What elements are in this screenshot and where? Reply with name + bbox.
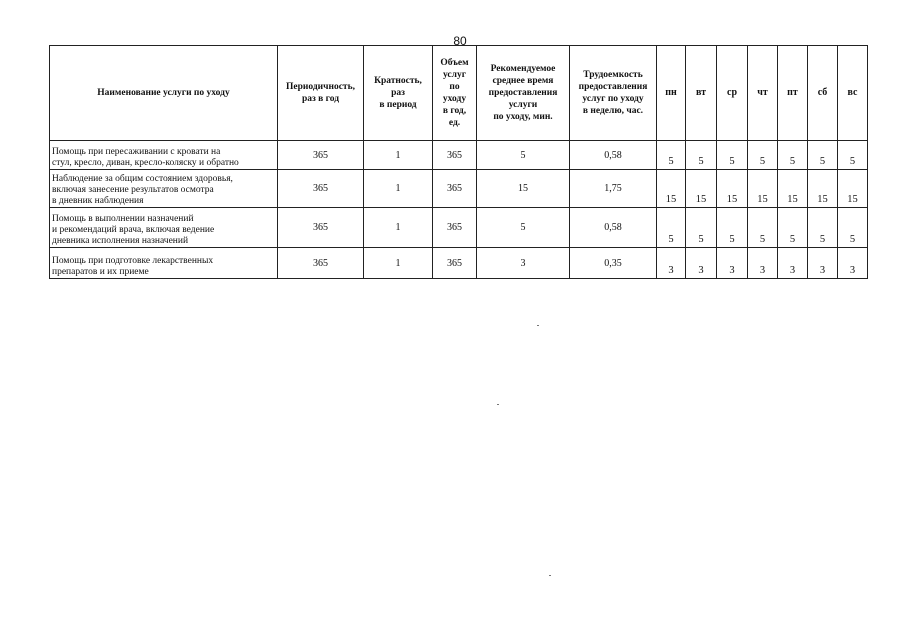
day-cell-mon: 5 — [657, 141, 686, 170]
multiplicity-cell: 1 — [364, 141, 433, 170]
service-line: Помощь при пересаживании с кровати на — [52, 147, 221, 157]
day-cell-wed: 15 — [717, 170, 748, 208]
day-cell-fri: 15 — [778, 170, 808, 208]
multiplicity-cell: 1 — [364, 208, 433, 248]
service-name — [50, 141, 278, 170]
header-volume-l2: услуг — [442, 70, 467, 80]
service-line: препаратов и их приеме — [52, 267, 149, 277]
time-cell: 5 — [477, 141, 570, 170]
header-day-wed: ср — [717, 46, 748, 141]
day-cell-sat: 5 — [808, 208, 838, 248]
volume-cell: 365 — [433, 141, 477, 170]
day-cell-wed: 3 — [717, 248, 748, 279]
day-cell-thu: 15 — [748, 170, 778, 208]
header-volume-l1: Объем — [440, 58, 469, 68]
multiplicity-cell: 1 — [364, 170, 433, 208]
day-cell-mon: 5 — [657, 208, 686, 248]
header-time-l5: по уходу, мин. — [493, 112, 553, 122]
header-time-l2: среднее время — [492, 76, 554, 86]
periodicity-cell: 365 — [278, 141, 364, 170]
day-cell-tue: 3 — [686, 248, 717, 279]
scan-speck — [497, 404, 499, 405]
page-number: 80 — [453, 34, 467, 48]
scan-speck — [549, 575, 551, 576]
header-time-l3: предоставления — [488, 88, 558, 98]
header-multiplicity-line2: в период — [379, 100, 417, 110]
care-services-table — [49, 45, 868, 279]
day-cell-sat: 3 — [808, 248, 838, 279]
header-service: Наименование услуги по уходу — [50, 46, 278, 141]
day-cell-fri: 5 — [778, 208, 808, 248]
day-cell-fri: 3 — [778, 248, 808, 279]
scan-speck — [537, 325, 539, 326]
header-volume-l5: в год, — [442, 106, 467, 116]
labor-cell: 0,58 — [570, 141, 657, 170]
header-day-thu: чт — [748, 46, 778, 141]
time-cell: 15 — [477, 170, 570, 208]
header-day-sat: сб — [808, 46, 838, 141]
day-cell-thu: 3 — [748, 248, 778, 279]
volume-cell: 365 — [433, 248, 477, 279]
header-time — [477, 46, 570, 141]
header-volume — [433, 46, 477, 141]
header-time-l4: услуги — [508, 100, 538, 110]
table-row — [50, 248, 868, 279]
service-line: Помощь в выполнении назначений — [52, 214, 194, 224]
header-day-tue: вт — [686, 46, 717, 141]
day-cell-wed: 5 — [717, 141, 748, 170]
header-volume-l3: по — [449, 82, 460, 92]
service-line: и рекомендаций врача, включая ведение — [52, 225, 215, 235]
day-cell-sat: 15 — [808, 170, 838, 208]
labor-cell: 0,35 — [570, 248, 657, 279]
periodicity-cell: 365 — [278, 208, 364, 248]
service-line: Наблюдение за общим состоянием здоровья, — [52, 174, 233, 184]
volume-cell: 365 — [433, 170, 477, 208]
header-labor-l3: услуг по уходу — [582, 94, 644, 104]
day-cell-thu: 5 — [748, 141, 778, 170]
service-line: в дневник наблюдения — [52, 196, 144, 206]
day-cell-mon: 3 — [657, 248, 686, 279]
table-row — [50, 208, 868, 248]
periodicity-cell: 365 — [278, 248, 364, 279]
header-row — [50, 46, 868, 141]
header-volume-l4: уходу — [442, 94, 467, 104]
multiplicity-cell: 1 — [364, 248, 433, 279]
day-cell-wed: 5 — [717, 208, 748, 248]
service-name — [50, 248, 278, 279]
time-cell: 5 — [477, 208, 570, 248]
header-day-mon: пн — [657, 46, 686, 141]
labor-cell: 0,58 — [570, 208, 657, 248]
header-labor-l2: предоставления — [578, 82, 648, 92]
day-cell-tue: 5 — [686, 208, 717, 248]
day-cell-sun: 3 — [838, 248, 868, 279]
header-day-sun: вс — [838, 46, 868, 141]
header-multiplicity — [364, 46, 433, 141]
day-cell-sun: 15 — [838, 170, 868, 208]
service-line: включая занесение результатов осмотра — [52, 185, 214, 195]
header-periodicity: Периодичность, раз в год — [278, 46, 364, 141]
table-row — [50, 141, 868, 170]
day-cell-sun: 5 — [838, 141, 868, 170]
time-cell: 3 — [477, 248, 570, 279]
day-cell-mon: 15 — [657, 170, 686, 208]
service-line: стул, кресло, диван, кресло-коляску и обратно — [52, 158, 239, 168]
service-line: дневника исполнения назначений — [52, 236, 189, 246]
header-time-l1: Рекомендуемое — [490, 64, 556, 74]
day-cell-sat: 5 — [808, 141, 838, 170]
header-volume-l6: ед. — [448, 118, 461, 128]
service-name — [50, 208, 278, 248]
header-multiplicity-line1: Кратность, раз — [374, 76, 422, 98]
day-cell-fri: 5 — [778, 141, 808, 170]
table-row — [50, 170, 868, 208]
day-cell-tue: 15 — [686, 170, 717, 208]
header-labor-l1: Трудоемкость — [583, 70, 643, 80]
header-day-fri: пт — [778, 46, 808, 141]
day-cell-tue: 5 — [686, 141, 717, 170]
header-labor — [570, 46, 657, 141]
header-labor-l4: в неделю, час. — [582, 106, 644, 116]
volume-cell: 365 — [433, 208, 477, 248]
periodicity-cell: 365 — [278, 170, 364, 208]
day-cell-thu: 5 — [748, 208, 778, 248]
labor-cell: 1,75 — [570, 170, 657, 208]
service-line: Помощь при подготовке лекарственных — [52, 256, 214, 266]
service-name — [50, 170, 278, 208]
day-cell-sun: 5 — [838, 208, 868, 248]
